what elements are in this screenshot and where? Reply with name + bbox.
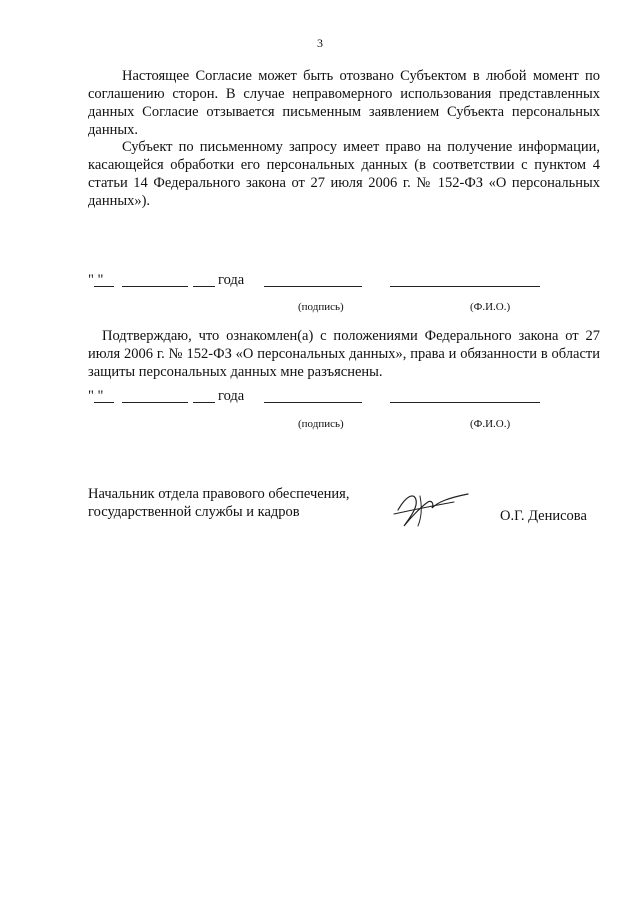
- fio-blank-line: [390, 390, 540, 403]
- month-blank-line: [122, 274, 188, 287]
- day-blank-line: [94, 390, 114, 403]
- paragraph-revocation: Настоящее Согласие может быть отозвано Субъектом в любой момент по соглашению сторон. В случае неправомерного использования представленных данных Согласие отзывается письменным заявлением Субъекта персональных данных.: [88, 68, 600, 138]
- page-number: 3: [317, 36, 323, 50]
- signature-blank-line: [264, 390, 362, 403]
- caption-fio: (Ф.И.О.): [470, 418, 511, 430]
- paragraph-information-right: Субъект по письменному запросу имеет право на получение информации, касающейся обработки его персональных данных (в соответствии с пунктом 4 статьи 14 Федерального закона от 27 июля 2006 г. № 152-ФЗ «О персональных данных»).: [88, 139, 600, 209]
- handwritten-signature: [392, 486, 472, 530]
- signatory-name: О.Г. Денисова: [500, 508, 587, 524]
- date-quotes: " ": [88, 272, 104, 288]
- year-blank-line: [193, 274, 215, 287]
- signature-row-2: [88, 388, 600, 408]
- signature-row-1: [88, 272, 600, 292]
- month-blank-line: [122, 390, 188, 403]
- day-blank-line: [94, 274, 114, 287]
- year-word: года: [218, 388, 245, 404]
- position-line-1: Начальник отдела правового обеспечения,: [88, 486, 350, 502]
- signatory-position: [88, 485, 378, 521]
- paragraph-confirmation: Подтверждаю, что ознакомлен(а) с положениями Федерального закона от 27 июля 2006 г. № 152-ФЗ «О персональных данных», права и обязанности в области защиты персональных данных мне разъяснены.: [88, 328, 600, 380]
- date-quotes: " ": [88, 388, 104, 404]
- signature-blank-line: [264, 274, 362, 287]
- caption-signature: (подпись): [298, 301, 344, 313]
- caption-signature: (подпись): [298, 418, 344, 430]
- fio-blank-line: [390, 274, 540, 287]
- year-blank-line: [193, 390, 215, 403]
- position-line-2: государственной службы и кадров: [88, 504, 300, 520]
- year-word: года: [218, 272, 245, 288]
- caption-fio: (Ф.И.О.): [470, 301, 511, 313]
